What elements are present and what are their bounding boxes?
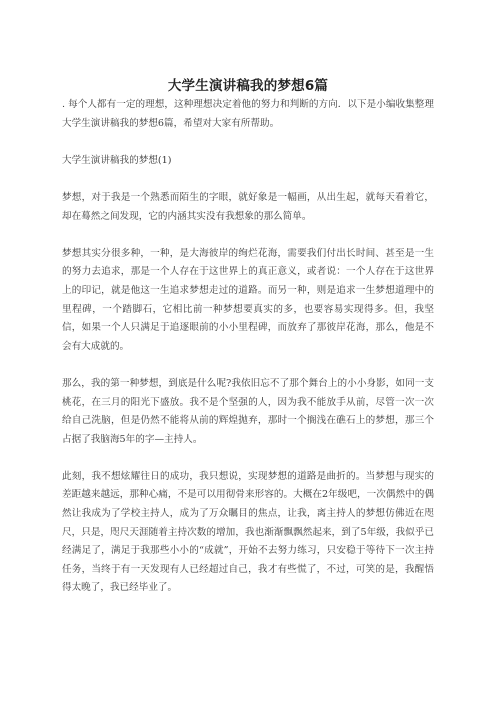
document-title: 大学生演讲稿我的梦想6篇 [167,78,329,94]
section-heading: 大学生演讲稿我的梦想(1) [62,154,172,166]
document-body [62,96,434,617]
body-paragraph: 梦想，对于我是一个熟悉而陌生的字眼，就好象是一幅画，从出生起，就每天看着它，却在蓦然之间发现，它的内涵其实没有我想象的那么简单。 [62,191,434,222]
intro-paragraph: . 每个人都有一定的理想，这种理想决定着他的努力和判断的方向．以下是小编收集整理大学生演讲稿我的梦想6篇，希望对大家有所帮助。 [62,99,434,129]
body-paragraph: 那么，我的第一种梦想，到底是什么呢?我依旧忘不了那个舞台上的小小身影，如同一支桃花，在三月的阳光下盛放。我不是个坚强的人，因为我不能放手从前，尽管一次一次给自己洗脑，但是仍然不能将从前的辉煌抛弃，那时一个搁浅在礁石上的梦想，那三个占据了我脑海5年的字—主持人。 [62,377,434,445]
body-paragraph: 此刻，我不想炫耀往日的成功，我只想说，实现梦想的道路是曲折的。当梦想与现实的差距越来越远，那种心痛，不是可以用彻骨来形容的。大概在2年级吧，一次偶然中的偶然让我成为了学校主持人，成为了万众瞩目的焦点，让我，离主持人的梦想仿佛近在咫尺，只是，咫尺天涯随着主持次数的增加，我也渐渐飘飘然起来，到了5年级，我似乎已经满足了，满足于我那些小小的“成就”，开始不去努力练习，只安稳于等待下一次主持任务，当终于有一天发现有人已经超过自己，我才有些慌了，不过，可笑的是，我醒悟得太晚了，我已经毕业了。 [62,470,434,594]
body-paragraph: 梦想其实分很多种，一种，是大海彼岸的绚烂花海，需要我们付出长时间、甚至是一生的努力去追求，那是一个人存在于这世界上的真正意义，或者说：一个人存在于这世界上的印记，就是他这一生追求梦想走过的道路。而另一种，则是追求一生梦想道理中的里程碑，一个踏脚石，它相比前一种梦想要真实的多，也要容易实现得多。但，我坚信，如果一个人只满足于追逐眼前的小小里程碑，而放弃了那彼岸花海，那么，他是不会有大成就的。 [62,247,434,352]
